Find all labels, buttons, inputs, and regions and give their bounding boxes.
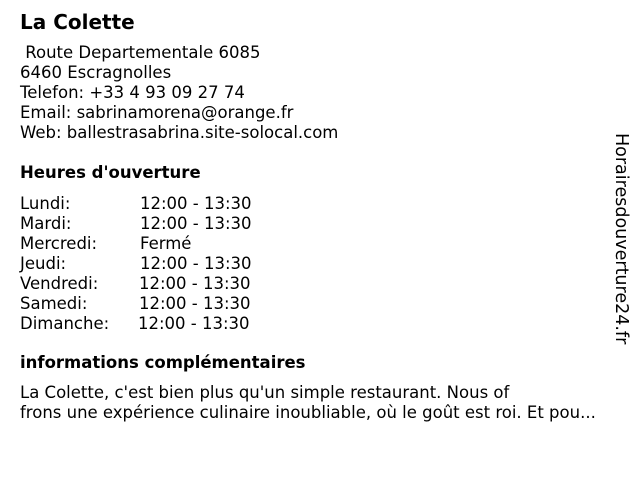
day-label: Samedi:	[20, 294, 88, 313]
time-value: 12:00 - 13:30	[140, 194, 252, 213]
description-line: frons une expérience culinaire inoubliable, où le goût est roi. Et pou...	[20, 403, 596, 422]
day-label: Vendredi:	[20, 274, 99, 293]
time-value: 12:00 - 13:30	[140, 254, 252, 273]
time-value: 12:00 - 13:30	[139, 294, 251, 313]
day-label: Jeudi:	[20, 254, 67, 273]
day-label: Dimanche:	[20, 314, 110, 333]
address-city: 6460 Escragnolles	[20, 63, 172, 82]
info-heading: informations complémentaires	[20, 353, 306, 372]
address-street: Route Departementale 6085	[20, 43, 261, 62]
hours-heading: Heures d'ouverture	[20, 163, 201, 182]
time-value: Fermé	[140, 234, 192, 253]
time-value: 12:00 - 13:30	[140, 214, 252, 233]
email-text: Email: sabrinamorena@orange.fr	[20, 103, 294, 122]
phone-text: Telefon: +33 4 93 09 27 74	[20, 83, 245, 102]
time-value: 12:00 - 13:30	[139, 274, 251, 293]
watermark	[608, 133, 634, 345]
watermark-text: Horairesdouverture24.fr	[611, 133, 631, 345]
time-value: 12:00 - 13:30	[138, 314, 250, 333]
description	[20, 383, 596, 423]
contact-block	[20, 43, 338, 143]
business-name: La Colette	[20, 10, 135, 34]
day-label: Lundi:	[20, 194, 71, 213]
description-line: La Colette, c'est bien plus qu'un simple restaurant. Nous of	[20, 383, 510, 402]
web-text: Web: ballestrasabrina.site-solocal.com	[20, 123, 339, 142]
day-label: Mercredi:	[20, 234, 98, 253]
day-label: Mardi:	[20, 214, 72, 233]
